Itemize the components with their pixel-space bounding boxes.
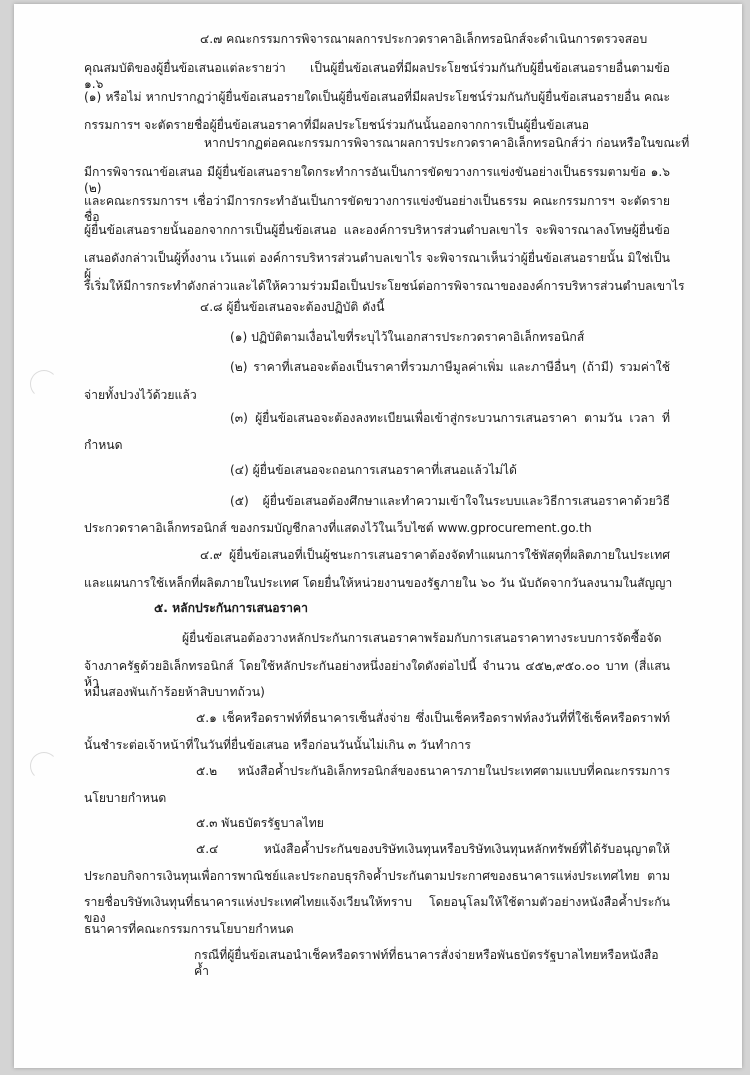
section-5-heading: ๕. หลักประกันการเสนอราคา xyxy=(154,601,308,615)
section-5-3: ๕.๓ พันธบัตรรัฐบาลไทย xyxy=(196,816,324,830)
section-5-1-line-2: นั้นชำระต่อเจ้าหน้าที่ในวันที่ยื่นข้อเสนอ หรือก่อนวันนั้นไม่เกิน ๓ วันทำการ xyxy=(84,738,471,752)
section-4-9-line-2: และแผนการใช้เหล็กที่ผลิตภายในประเทศ โดยยื่นให้หน่วยงานของรัฐภายใน ๖๐ วัน นับถัดจากวันลงนามในสัญญา xyxy=(84,576,673,590)
list-item-5-cont: ประกวดราคาอิเล็กทรอนิกส์ ของกรมบัญชีกลางที่แสดงไว้ในเว็บไซต์ www.gprocurement.go.th xyxy=(84,521,592,535)
section-5-1-line-1: ๕.๑ เช็คหรือดราฟท์ที่ธนาคารเซ็นสั่งจ่าย ซึ่งเป็นเช็คหรือดราฟท์ลงวันที่ที่ใช้เช็คหรือดราฟท์ xyxy=(196,711,670,725)
list-item-5: (๕) ผู้ยื่นข้อเสนอต้องศึกษาและทำความเข้าใจในระบบและวิธีการเสนอราคาด้วยวิธี xyxy=(230,494,670,508)
paragraph-line: ผู้ยื่นข้อเสนอรายนั้นออกจากการเป็นผู้ยื่นข้อเสนอ และองค์การบริหารส่วนตำบลเขาไร จะพิจารณาลงโทษผู้ยื่นข้อ xyxy=(84,223,670,237)
section-5-line-2: จ้างภาครัฐด้วยอิเล็กทรอนิกส์ โดยใช้หลักประกันอย่างหนึ่งอย่างใดดังต่อไปนี้ จำนวน ๔๕๒,๙๕๐.๐๐ บาท (สี่แสนห้า xyxy=(84,659,670,689)
final-paragraph-line: กรณีที่ผู้ยื่นข้อเสนอนำเช็คหรือดราฟท์ที่ธนาคารสั่งจ่ายหรือพันธบัตรรัฐบาลไทยหรือหนังสือค้ำ xyxy=(194,948,659,978)
paragraph-line: มีการพิจารณาข้อเสนอ มีผู้ยื่นข้อเสนอรายใดกระทำการอันเป็นการขัดขวางการแข่งขันอย่างเป็นธรรมตามข้อ ๑.๖ (๒) xyxy=(84,165,670,195)
list-item-4: (๔) ผู้ยื่นข้อเสนอจะถอนการเสนอราคาที่เสนอแล้วไม่ได้ xyxy=(230,463,517,477)
section-5-4-line-3: รายชื่อบริษัทเงินทุนที่ธนาคารแห่งประเทศไทยแจ้งเวียนให้ทราบ โดยอนุโลมให้ใช้ตามตัวอย่างหนังสือค้ำประกันของ xyxy=(84,895,670,925)
list-item-3-cont: กำหนด xyxy=(84,438,123,452)
section-4-7-line-2: คุณสมบัติของผู้ยื่นข้อเสนอแต่ละรายว่า เป็นผู้ยื่นข้อเสนอที่มีผลประโยชน์ร่วมกันกับผู้ยื่นข้อเสนอรายอื่นตามข้อ ๑.๖ xyxy=(84,61,670,91)
punch-hole-mark xyxy=(30,752,58,780)
section-5-4-line-2: ประกอบกิจการเงินทุนเพื่อการพาณิชย์และประกอบธุรกิจค้ำประกันตามประกาศของธนาคารแห่งประเทศไทย ตาม xyxy=(84,869,670,883)
punch-hole-mark xyxy=(30,370,58,398)
list-item-2-cont: จ่ายทั้งปวงไว้ด้วยแล้ว xyxy=(84,388,197,402)
section-4-7-line-4: กรรมการฯ จะตัดรายชื่อผู้ยื่นข้อเสนอราคาที่มีผลประโยชน์ร่วมกันนั้นออกจากการเป็นผู้ยื่นข้อเสนอ xyxy=(84,118,590,132)
paragraph-line: เสนอดังกล่าวเป็นผู้ทิ้งงาน เว้นแต่ องค์การบริหารส่วนตำบลเขาไร จะพิจารณาเห็นว่าผู้ยื่นข้อเสนอรายนั้น มิใช่เป็นผู้ xyxy=(84,251,670,281)
section-5-line-1: ผู้ยื่นข้อเสนอต้องวางหลักประกันการเสนอราคาพร้อมกับการเสนอราคาทางระบบการจัดซื้อจัด xyxy=(182,631,662,645)
section-4-8-heading: ๔.๘ ผู้ยื่นข้อเสนอจะต้องปฏิบัติ ดังนี้ xyxy=(200,300,385,314)
section-5-2-line-2: นโยบายกำหนด xyxy=(84,791,167,805)
section-5-4-line-1: ๕.๔ หนังสือค้ำประกันของบริษัทเงินทุนหรือบริษัทเงินทุนหลักทรัพย์ที่ได้รับอนุญาตให้ xyxy=(196,842,670,856)
section-5-line-3: หมื่นสองพันเก้าร้อยห้าสิบบาทถ้วน) xyxy=(84,685,265,699)
document-page xyxy=(14,4,742,1068)
paragraph-line: หากปรากฏต่อคณะกรรมการพิจารณาผลการประกวดราคาอิเล็กทรอนิกส์ว่า ก่อนหรือในขณะที่ xyxy=(204,136,690,150)
section-5-2-line-1: ๕.๒ หนังสือค้ำประกันอิเล็กทรอนิกส์ของธนาคารภายในประเทศตามแบบที่คณะกรรมการ xyxy=(196,764,670,778)
section-4-7-line-3: (๑) หรือไม่ หากปรากฏว่าผู้ยื่นข้อเสนอรายใดเป็นผู้ยื่นข้อเสนอที่มีผลประโยชน์ร่วมกันกับผู้ยื่นข้อเสนอรายอื่น คณะ xyxy=(84,90,670,104)
section-4-7-line-1: ๔.๗ คณะกรรมการพิจารณาผลการประกวดราคาอิเล็กทรอนิกส์จะดำเนินการตรวจสอบ xyxy=(200,32,648,46)
list-item-3: (๓) ผู้ยื่นข้อเสนอจะต้องลงทะเบียนเพื่อเข้าสู่กระบวนการเสนอราคา ตามวัน เวลา ที่ xyxy=(230,411,670,425)
section-4-9-line-1: ๔.๙ ผู้ยื่นข้อเสนอที่เป็นผู้ชนะการเสนอราคาต้องจัดทำแผนการใช้พัสดุที่ผลิตภายในประเทศ xyxy=(200,548,670,562)
paragraph-line: ริเริ่มให้มีการกระทำดังกล่าวและได้ให้ความร่วมมือเป็นประโยชน์ต่อการพิจารณาขององค์การบริหารส่วนตำบลเขาไร xyxy=(84,279,685,293)
section-5-4-line-4: ธนาคารที่คณะกรรมการนโยบายกำหนด xyxy=(84,922,294,936)
list-item-1: (๑) ปฏิบัติตามเงื่อนไขที่ระบุไว้ในเอกสารประกวดราคาอิเล็กทรอนิกส์ xyxy=(230,330,585,344)
list-item-2: (๒) ราคาที่เสนอจะต้องเป็นราคาที่รวมภาษีมูลค่าเพิ่ม และภาษีอื่นๆ (ถ้ามี) รวมค่าใช้ xyxy=(230,360,670,374)
paragraph-line: และคณะกรรมการฯ เชื่อว่ามีการกระทำอันเป็นการขัดขวางการแข่งขันอย่างเป็นธรรม คณะกรรมการฯ จะตัดรายชื่อ xyxy=(84,194,670,224)
